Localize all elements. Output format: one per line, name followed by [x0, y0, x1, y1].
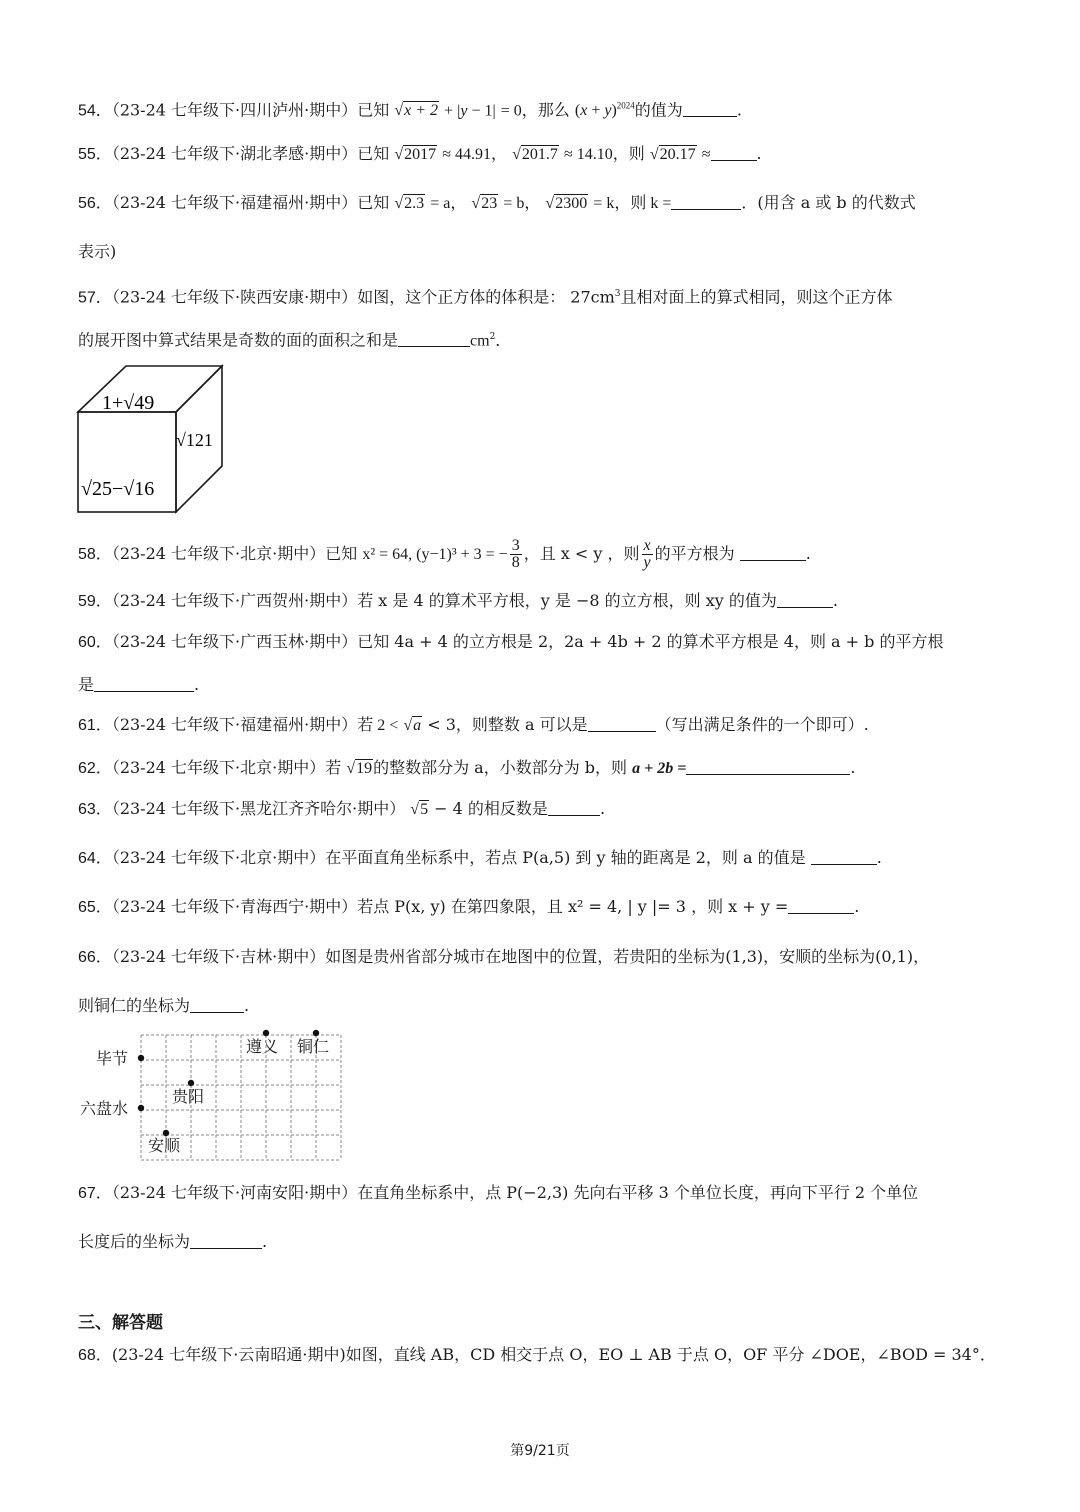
problem-56: 56．（23-24 七年级下·福建福州·期中）已知 √2.3 = a， √23 = b， √2300 = k，则 k = ．(用含 a 或 b 的代数式 [78, 193, 916, 212]
problem-66-cont: 则铜仁的坐标为 . [78, 996, 250, 1015]
cube-front-label: √25−√16 [81, 478, 155, 500]
answer-blank[interactable] [588, 715, 656, 732]
answer-blank[interactable] [190, 996, 244, 1013]
answer-blank[interactable] [788, 897, 854, 914]
problem-58: 58．（23-24 七年级下·北京·期中）已知 x² = 64, (y−1)³ + 3 = − $\frac{3}{8}$ ，且 x < y ，则 $\frac{x}{y}$ 的平方根为 . [78, 537, 811, 571]
bijie-point [138, 1055, 144, 1061]
problem-57: 57．（23-24 七年级下·陕西安康·期中）如图，这个正方体的体积是： $27cm^3$且相对面上的算式相同，则这个正方体 [78, 287, 893, 307]
answer-blank[interactable] [398, 330, 470, 347]
bijie-label: 毕节 [96, 1049, 129, 1068]
cube-top-label: 1+√49 [102, 392, 155, 414]
fraction: $\frac{x}{y}$ [643, 537, 651, 571]
problem-66: 66．（23-24 七年级下·吉林·期中）如图是贵州省部分城市在地图中的位置，若贵阳的坐标为(1,3)，安顺的坐标为(0,1)， [78, 947, 930, 966]
guiyang-label: 贵阳 [172, 1087, 205, 1106]
problem-60-cont: 是 . [78, 675, 200, 694]
answer-blank[interactable] [190, 1232, 262, 1249]
problem-56-cont: 表示) [78, 242, 117, 261]
tongren-point [313, 1030, 319, 1036]
answer-blank[interactable] [740, 544, 806, 561]
cube-figure [76, 364, 226, 516]
answer-blank[interactable] [548, 799, 600, 816]
problem-55: 55．（23-24 七年级下·湖北孝感·期中）已知 √2017 ≈ 44.91， √201.7 ≈ 14.10，则 √20.17 ≈ . [78, 144, 762, 163]
cube-right-label: √121 [176, 430, 213, 450]
problem-60: 60．（23-24 七年级下·广西玉林·期中）已知 4a + 4 的立方根是 2，2a + 4b + 2 的算术平方根是 4，则 a + b 的平方根 [78, 632, 944, 651]
problem-57-cont: 的展开图中算式结果是奇数的面的面积之和是 $cm^2$． [78, 330, 512, 350]
tongren-label: 铜仁 [297, 1037, 330, 1056]
sqrt-expr: √x + 2 [394, 102, 438, 120]
answer-blank[interactable] [777, 591, 833, 608]
liupanshui-point [138, 1105, 144, 1111]
problem-63: 63．（23-24 七年级下·黑龙江齐齐哈尔·期中） √5 − 4 的相反数是 . [78, 799, 606, 818]
guizhou-grid-map [76, 1026, 348, 1164]
problem-65: 65．（23-24 七年级下·青海西宁·期中）若点 P(x, y) 在第四象限，且 x² = 4, | y |= 3 ，则 x + y = . [78, 897, 860, 916]
answer-blank[interactable] [671, 193, 741, 210]
anshun-label: 安顺 [148, 1136, 181, 1155]
zunyi-point [263, 1030, 269, 1036]
guiyang-point [188, 1080, 194, 1086]
problem-54: 54．（23-24 七年级下·四川泸州·期中）已知 √x + 2 + |y − 1| = 0，那么 $(x + y)^{2024}$的值为 . [78, 94, 742, 123]
answer-blank[interactable] [94, 675, 194, 692]
liupanshui-label: 六盘水 [80, 1099, 129, 1118]
problem-68: 68．(23-24 七年级下·云南昭通·期中)如图，直线 AB，CD 相交于点 O，EO ⊥ AB 于点 O，OF 平分 ∠DOE，∠BOD = 34°． [78, 1345, 996, 1364]
problem-64: 64．（23-24 七年级下·北京·期中）在平面直角坐标系中，若点 P(a,5) 到 y 轴的距离是 2，则 a 的值是 . [78, 848, 882, 867]
answer-blank[interactable] [683, 100, 737, 117]
section-title: 三、解答题 [78, 1313, 163, 1333]
problem-61: 61．（23-24 七年级下·福建福州·期中）若 2 < √a < 3，则整数 a 可以是 （写出满足条件的一个即可）. [78, 715, 869, 734]
problem-67: 67．（23-24 七年级下·河南安阳·期中）在直角坐标系中，点 P(−2,3) 先向右平移 3 个单位长度，再向下平行 2 个单位 [78, 1183, 919, 1202]
page-number: 第9/21页 [510, 1443, 570, 1459]
problem-59: 59．（23-24 七年级下·广西贺州·期中）若 x 是 4 的算术平方根，y 是 −8 的立方根，则 xy 的值为 . [78, 591, 838, 610]
problem-62: 62．（23-24 七年级下·北京·期中）若 √19的整数部分为 a，小数部分为 b，则 a + 2b = . [78, 758, 856, 777]
answer-blank[interactable] [686, 758, 850, 775]
problem-67-cont: 长度后的坐标为 . [78, 1232, 268, 1251]
zunyi-label: 遵义 [246, 1037, 279, 1056]
answer-blank[interactable] [711, 144, 757, 161]
fraction: $\frac{3}{8}$ [511, 537, 520, 571]
answer-blank[interactable] [811, 848, 877, 865]
